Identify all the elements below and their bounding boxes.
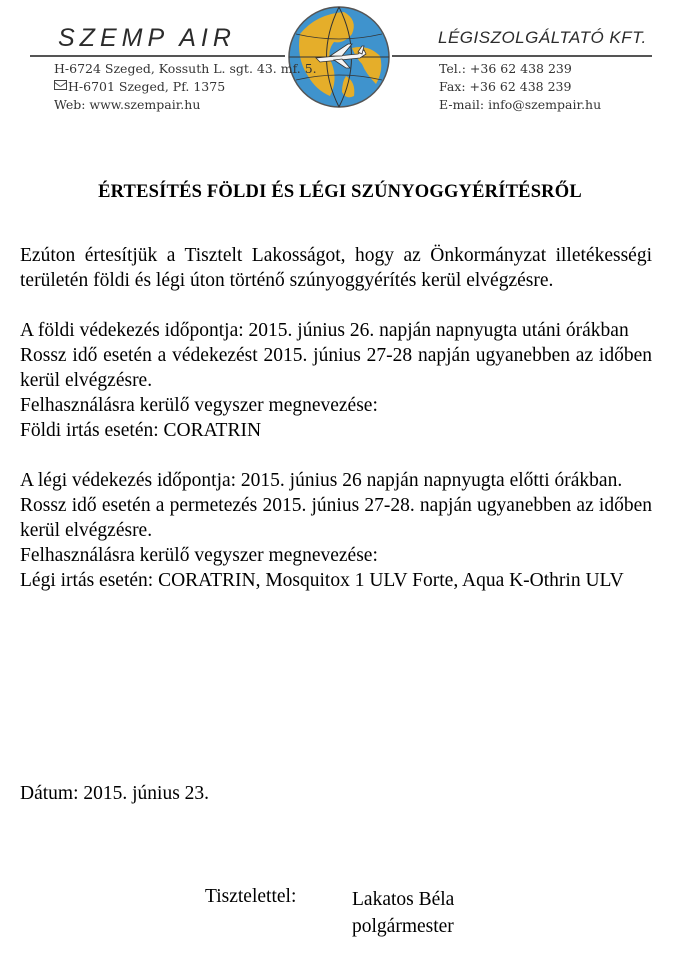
header-rule-right: [392, 55, 652, 57]
address-postbox-row: [54, 78, 317, 96]
air-chemical-line: Légi irtás esetén: CORATRIN, Mosquitox 1 ULV Forte, Aqua K-Othrin ULV: [20, 570, 624, 591]
envelope-icon: [54, 80, 67, 90]
address-web: Web: www.szempair.hu: [54, 97, 201, 112]
ground-chemical-heading: Felhasználásra kerülő vegyszer megnevezése:: [20, 395, 378, 416]
address-block: [54, 60, 317, 114]
contact-phone: Tel.: +36 62 438 239: [439, 61, 572, 76]
address-postbox: H-6701 Szeged, Pf. 1375: [68, 79, 226, 94]
ground-date-line: A földi védekezés időpontja: 2015. június 26. napján napnyugta utáni órákban: [20, 320, 629, 341]
ground-weather-line: Rossz idő esetén a védekezést 2015. június 27-28 napján ugyanebben az időben kerül elvégzésre.: [20, 345, 652, 391]
company-type: LÉGISZOLGÁLTATÓ KFT.: [438, 28, 647, 47]
document-date: Dátum: 2015. június 23.: [20, 783, 210, 804]
brand-name: SZEMP AIR: [58, 24, 236, 52]
contact-fax: Fax: +36 62 438 239: [439, 79, 572, 94]
contact-block: [439, 60, 601, 114]
letterhead: [0, 0, 680, 120]
signer-name: Lakatos Béla: [352, 889, 455, 910]
address-street: H-6724 Szeged, Kossuth L. sgt. 43. mf. 5.: [54, 61, 317, 76]
signature-block: [352, 886, 454, 940]
intro-paragraph: Ezúton értesítjük a Tisztelt Lakosságot, hogy az Önkormányzat illetékességi területén földi és légi úton történő szúnyoggyérítés kerül elvégzésre.: [20, 245, 652, 291]
header-rule-left: [30, 55, 285, 57]
document-body: [20, 243, 652, 593]
signer-role: polgármester: [352, 916, 454, 937]
document-title: ÉRTESÍTÉS FÖLDI ÉS LÉGI SZÚNYOGGYÉRÍTÉSRŐL: [98, 182, 582, 202]
signature-closing: Tisztelettel:: [205, 886, 297, 907]
air-date-line: A légi védekezés időpontja: 2015. június 26 napján napnyugta előtti órákban.: [20, 470, 623, 491]
air-weather-line: Rossz idő esetén a permetezés 2015. június 27-28. napján ugyanebben az időben kerül elvégzésre.: [20, 495, 652, 541]
air-chemical-heading: Felhasználásra kerülő vegyszer megnevezése:: [20, 545, 378, 566]
contact-email: E-mail: info@szempair.hu: [439, 97, 602, 112]
ground-chemical-line: Földi irtás esetén: CORATRIN: [20, 420, 262, 441]
